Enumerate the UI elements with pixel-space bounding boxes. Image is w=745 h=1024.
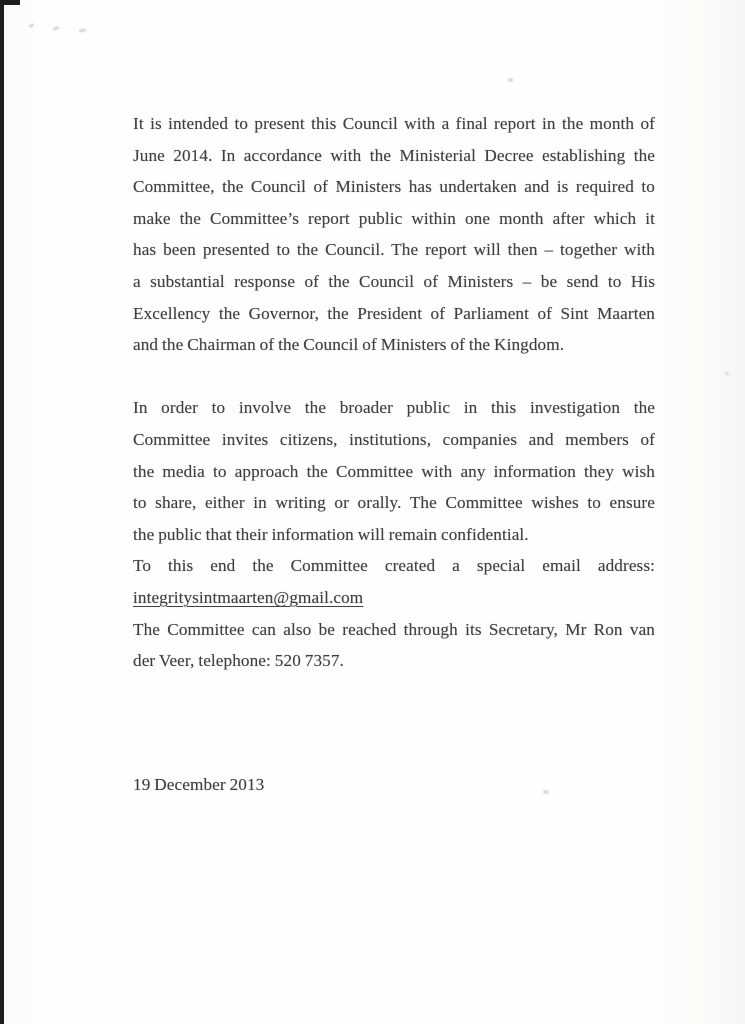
paragraph-1-line: a substantial response of the Council of Ministers – be send to His (133, 271, 655, 291)
paragraph-2-line: In order to involve the broader public in this investigation the (133, 398, 655, 418)
paragraph-1-line: Excellency the Governor, the President of Parliament of Sint Maarten (133, 303, 655, 323)
document-body (133, 108, 655, 677)
paragraph-1-line: Committee, the Council of Ministers has undertaken and is required to (133, 177, 655, 197)
document-date: 19 December 2013 (133, 775, 265, 794)
pencil-mark (29, 23, 35, 28)
scan-speck (508, 78, 513, 82)
scan-speck (725, 372, 729, 375)
paragraph-1-line: and the Chairman of the Council of Ministers of the Kingdom. (133, 335, 565, 355)
email-line (133, 582, 655, 614)
paragraph-1-line: make the Committee’s report public within one month after which it (133, 208, 655, 228)
paragraph-2-line: the public that their information will remain confidential. (133, 524, 529, 544)
secretary-line: The Committee can also be reached through its Secretary, Mr Ron van (133, 619, 655, 639)
secretary-line: der Veer, telephone: 520 7357. (133, 651, 344, 671)
contact-intro-line: To this end the Committee created a special email address: (133, 556, 655, 576)
email-address: integritysintmaarten@gmail.com (133, 587, 364, 607)
paragraph-2-line: the media to approach the Committee with any information they wish (133, 461, 655, 481)
scan-edge-top-left-corner (0, 0, 20, 5)
paragraph-2-line: to share, either in writing or orally. The Committee wishes to ensure (133, 493, 655, 513)
paragraph-gap (133, 361, 655, 393)
pencil-mark (79, 28, 86, 32)
paragraph-1-line: has been presented to the Council. The report will then – together with (133, 240, 655, 260)
pencil-mark (53, 26, 60, 31)
paragraph-2-line: Committee invites citizens, institutions, companies and members of (133, 429, 655, 449)
paragraph-1-line: It is intended to present this Council with a final report in the month of (133, 114, 655, 133)
scan-speck (543, 790, 549, 794)
paragraph-1-line: June 2014. In accordance with the Ministerial Decree establishing the (133, 145, 655, 165)
scan-edge-left-strip (0, 0, 4, 1024)
